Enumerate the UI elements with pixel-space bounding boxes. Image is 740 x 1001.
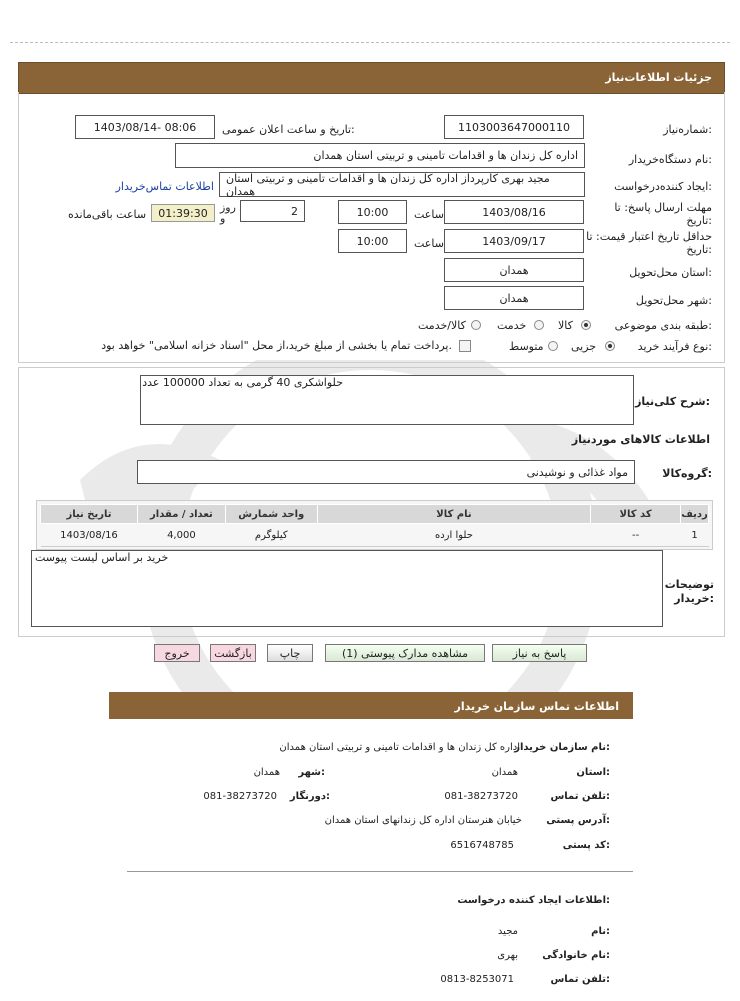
process-label: نوع فرآیند خرید:: [637, 340, 712, 353]
col-header-row-number: ردیف: [681, 505, 709, 524]
items-title: اطلاعات کالاهای موردنیاز: [571, 433, 710, 446]
contact-org-value: اداره کل زندان ها و اقدامات تامینی و تربیتی استان همدان: [279, 742, 520, 753]
buyer-org-label: نام دستگاه‌خریدار:: [628, 153, 712, 166]
creator-family-label: نام خانوادگی:: [542, 950, 610, 961]
contact-province-label: استان:: [576, 767, 610, 778]
contact-fax-label: دورنگار:: [289, 791, 330, 802]
announce-field: 1403/08/14- 08:06: [75, 115, 215, 139]
cell-quantity: 4,000: [137, 524, 225, 547]
back-button[interactable]: بازگشت: [210, 644, 256, 662]
exit-button[interactable]: خروج: [154, 644, 200, 662]
creator-field: مجید بهری کارپرداز اداره کل زندان ها و اقدامات تامینی و تربیتی استان همدان: [219, 172, 585, 197]
announce-label: تاریخ و ساعت اعلان عمومی:: [222, 123, 355, 136]
summary-text: حلواشکری 40 گرمی به تعداد 100000 عدد: [142, 376, 343, 389]
category-radio-both[interactable]: [471, 320, 481, 330]
col-header-quantity: تعداد / مقدار: [137, 505, 225, 524]
reply-button[interactable]: پاسخ به نیاز: [492, 644, 587, 662]
contact-org-label: نام سازمان خریدار:: [514, 742, 610, 753]
province-label: استان محل‌تحویل:: [629, 266, 712, 279]
col-header-item-code: کد کالا: [591, 505, 681, 524]
creator-label: ایجاد کننده‌درخواست:: [614, 180, 712, 193]
buyer-notes-label: توضیحات: [664, 578, 714, 591]
col-header-unit: واحد شمارش: [225, 505, 317, 524]
contact-province-value: همدان: [491, 767, 518, 778]
buyer-org-field: اداره کل زندان ها و اقدامات تامینی و تربیتی استان همدان: [175, 143, 585, 168]
contact-title: اطلاعات تماس سازمان خریدار: [454, 700, 619, 713]
category-option-service: خدمت: [497, 319, 527, 332]
items-table: [40, 504, 709, 547]
category-radio-service[interactable]: [534, 320, 544, 330]
cell-row-number: 1: [681, 524, 709, 547]
countdown-timer: 01:39:30: [151, 204, 215, 222]
process-option-medium: متوسط: [509, 340, 544, 353]
process-radio-minor[interactable]: [605, 341, 615, 351]
contact-address-value: خیابان هنرستان اداره کل زندانهای استان همدان: [324, 815, 522, 826]
col-header-item-name: نام کالا: [317, 505, 590, 524]
need-number-field: 1103003647000110: [444, 115, 584, 139]
group-label: گروه‌کالا:: [662, 467, 712, 480]
treasury-note: پرداخت تمام یا بخشی از مبلغ خرید،از محل "اسناد خزانه اسلامی" خواهد بود.: [101, 339, 452, 352]
creator-phone-value: 0813-8253071: [440, 974, 514, 985]
group-field: مواد غذائی و نوشیدنی: [137, 460, 635, 484]
cell-need-date: 1403/08/16: [41, 524, 138, 547]
items-table-wrap: [36, 500, 713, 550]
days-label: روز و: [220, 201, 236, 225]
cell-unit: کیلوگرم: [225, 524, 317, 547]
days-field: 2: [240, 200, 305, 222]
details-header: [18, 62, 725, 94]
cell-item-code: --: [591, 524, 681, 547]
summary-textarea: [140, 375, 634, 425]
process-option-minor: جزیی: [571, 340, 597, 353]
buyer-notes-text: خرید بر اساس لیست پیوست: [35, 551, 169, 564]
treasury-checkbox[interactable]: [459, 340, 471, 352]
details-title: جزئیات اطلاعات‌نیاز: [605, 71, 712, 84]
contact-address-label: آدرس پستی:: [546, 815, 610, 826]
city-label: شهر محل‌تحویل:: [635, 294, 712, 307]
contact-postal-value: 6516748785: [450, 840, 514, 851]
table-header-row: [41, 505, 709, 524]
remaining-label: ساعت باقی‌مانده: [68, 208, 147, 221]
contact-city-value: همدان: [253, 767, 280, 778]
city-field: همدان: [444, 286, 584, 310]
need-number-label: شماره‌نیاز:: [663, 123, 712, 136]
creator-name-label: نام:: [591, 926, 610, 937]
contact-postal-label: کد پستی:: [562, 840, 610, 851]
contact-city-label: شهر:: [298, 767, 325, 778]
buyer-notes-label-2: خریدار:: [674, 592, 714, 605]
deadline-time-label: ساعت: [414, 208, 444, 221]
creator-phone-label: تلفن تماس:: [550, 974, 610, 985]
creator-name-value: مجید: [497, 926, 518, 937]
province-field: همدان: [444, 258, 584, 282]
contact-fax-value: 081-38273720: [203, 791, 277, 802]
deadline-date-field: 1403/08/16: [444, 200, 584, 224]
contact-divider: [127, 871, 633, 872]
print-button[interactable]: چاپ: [267, 644, 313, 662]
category-radio-goods[interactable]: [581, 320, 591, 330]
validity-time-field: 10:00: [338, 229, 407, 253]
deadline-label: مهلت ارسال پاسخ: تا: [614, 201, 712, 214]
cell-item-name: حلوا ارده: [317, 524, 590, 547]
validity-time-label: ساعت: [414, 237, 444, 250]
contact-phone-value: 081-38273720: [444, 791, 518, 802]
contact-header: [109, 692, 633, 719]
creator-info-title: اطلاعات ایجاد کننده درخواست:: [457, 895, 610, 906]
summary-label: شرح کلی‌نیاز:: [635, 395, 710, 408]
table-row: [41, 524, 709, 547]
col-header-need-date: تاریخ نیاز: [41, 505, 138, 524]
view-attachments-button[interactable]: مشاهده مدارک پیوستی (1): [325, 644, 485, 662]
validity-date-field: 1403/09/17: [444, 229, 584, 253]
category-option-goods: کالا: [558, 319, 573, 332]
buyer-notes-box: [31, 550, 663, 627]
process-radio-medium[interactable]: [548, 341, 558, 351]
buyer-contact-link[interactable]: اطلاعات تماس‌خریدار: [115, 180, 214, 193]
creator-family-value: بهری: [497, 950, 518, 961]
deadline-label-2: تاریخ:: [686, 214, 712, 227]
category-option-both: کالا/خدمت: [418, 319, 466, 332]
category-label: طبقه بندی موضوعی:: [614, 319, 712, 332]
deadline-time-field: 10:00: [338, 200, 407, 224]
contact-phone-label: تلفن تماس:: [550, 791, 610, 802]
validity-label: حداقل تاریخ اعتبار قیمت: تا: [586, 230, 712, 243]
validity-label-2: تاریخ:: [686, 243, 712, 256]
top-divider: [10, 42, 730, 43]
